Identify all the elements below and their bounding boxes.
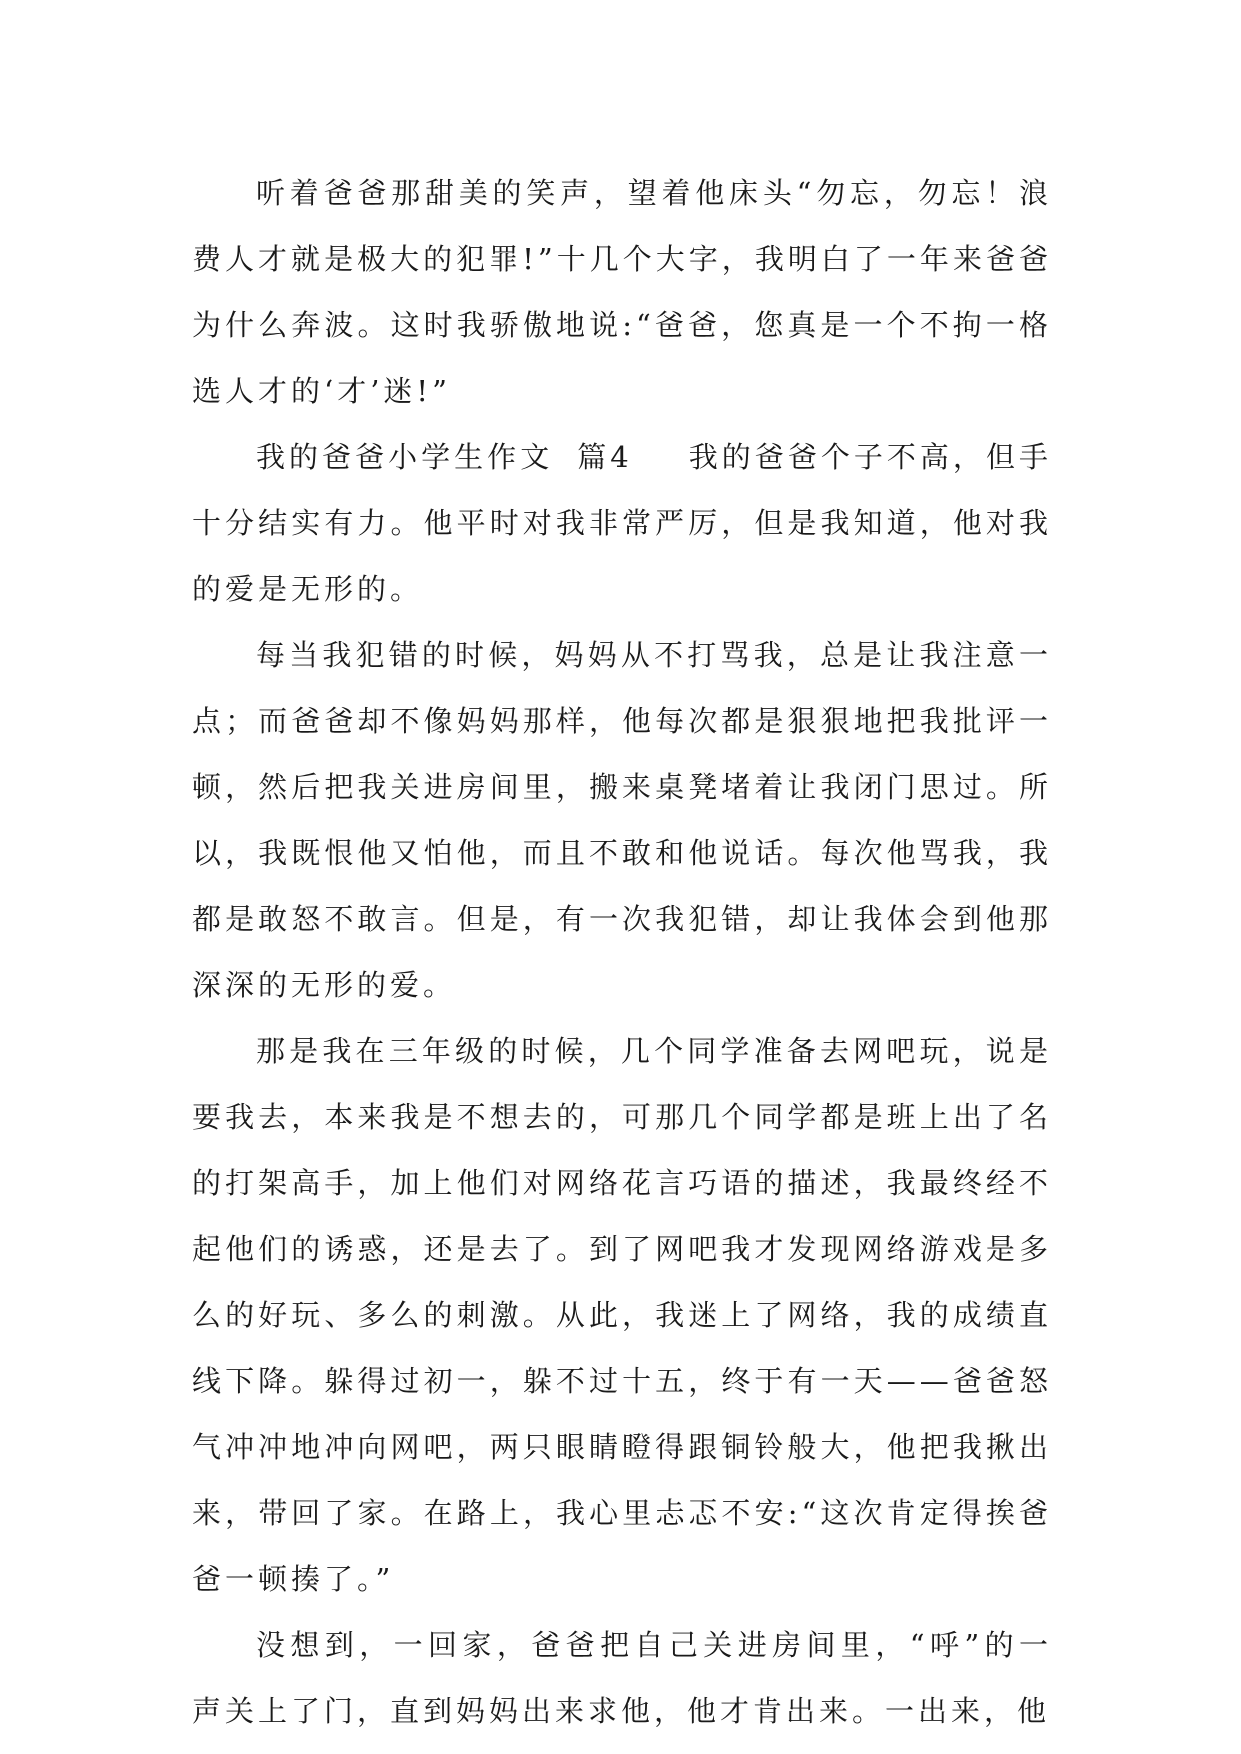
section-paragraph [192, 424, 1052, 622]
paragraph-3: 那是我在三年级的时候，几个同学准备去网吧玩，说是要我去，本来我是不想去的，可那几个同学都是班上出了名的打架高手，加上他们对网络花言巧语的描述，我最终经不起他们的诱惑，还是去了。到了网吧我才发现网络游戏是多么的好玩、多么的刺激。从此，我迷上了网络，我的成绩直线下降。躲得过初一，躲不过十五，终于有一天——爸爸怒气冲冲地冲向网吧，两只眼睛瞪得跟铜铃般大，他把我揪出来，带回了家。在路上，我心里忐忑不安:“这次肯定得挨爸爸一顿揍了。” [192, 1034, 1052, 1596]
section-title: 我的爸爸小学生作文 [256, 440, 554, 474]
document-body [192, 160, 1052, 1744]
paragraph-1: 听着爸爸那甜美的笑声，望着他床头“勿忘，勿忘！浪费人才就是极大的犯罪!”十几个大字，我明白了一年来爸爸为什么奔波。这时我骄傲地说:“爸爸，您真是一个不拘一格选人才的‘才’迷!” [192, 176, 1052, 408]
section-intro-text: 我的爸爸个子不高，但手十分结实有力。他平时对我非常严厉，但是我知道，他对我的爱是无形的。 [192, 440, 1052, 606]
paragraph-4: 没想到，一回家，爸爸把自己关进房间里，“呼”的一声关上了门，直到妈妈出来求他，他才肯出来。一出来，他 [192, 1628, 1052, 1728]
section-number: 篇4 [577, 440, 633, 474]
paragraph-2: 每当我犯错的时候，妈妈从不打骂我，总是让我注意一点；而爸爸却不像妈妈那样，他每次都是狠狠地把我批评一顿，然后把我关进房间里，搬来桌凳堵着让我闭门思过。所以，我既恨他又怕他，而且不敢和他说话。每次他骂我，我都是敢怒不敢言。但是，有一次我犯错，却让我体会到他那深深的无形的爱。 [192, 638, 1052, 1002]
